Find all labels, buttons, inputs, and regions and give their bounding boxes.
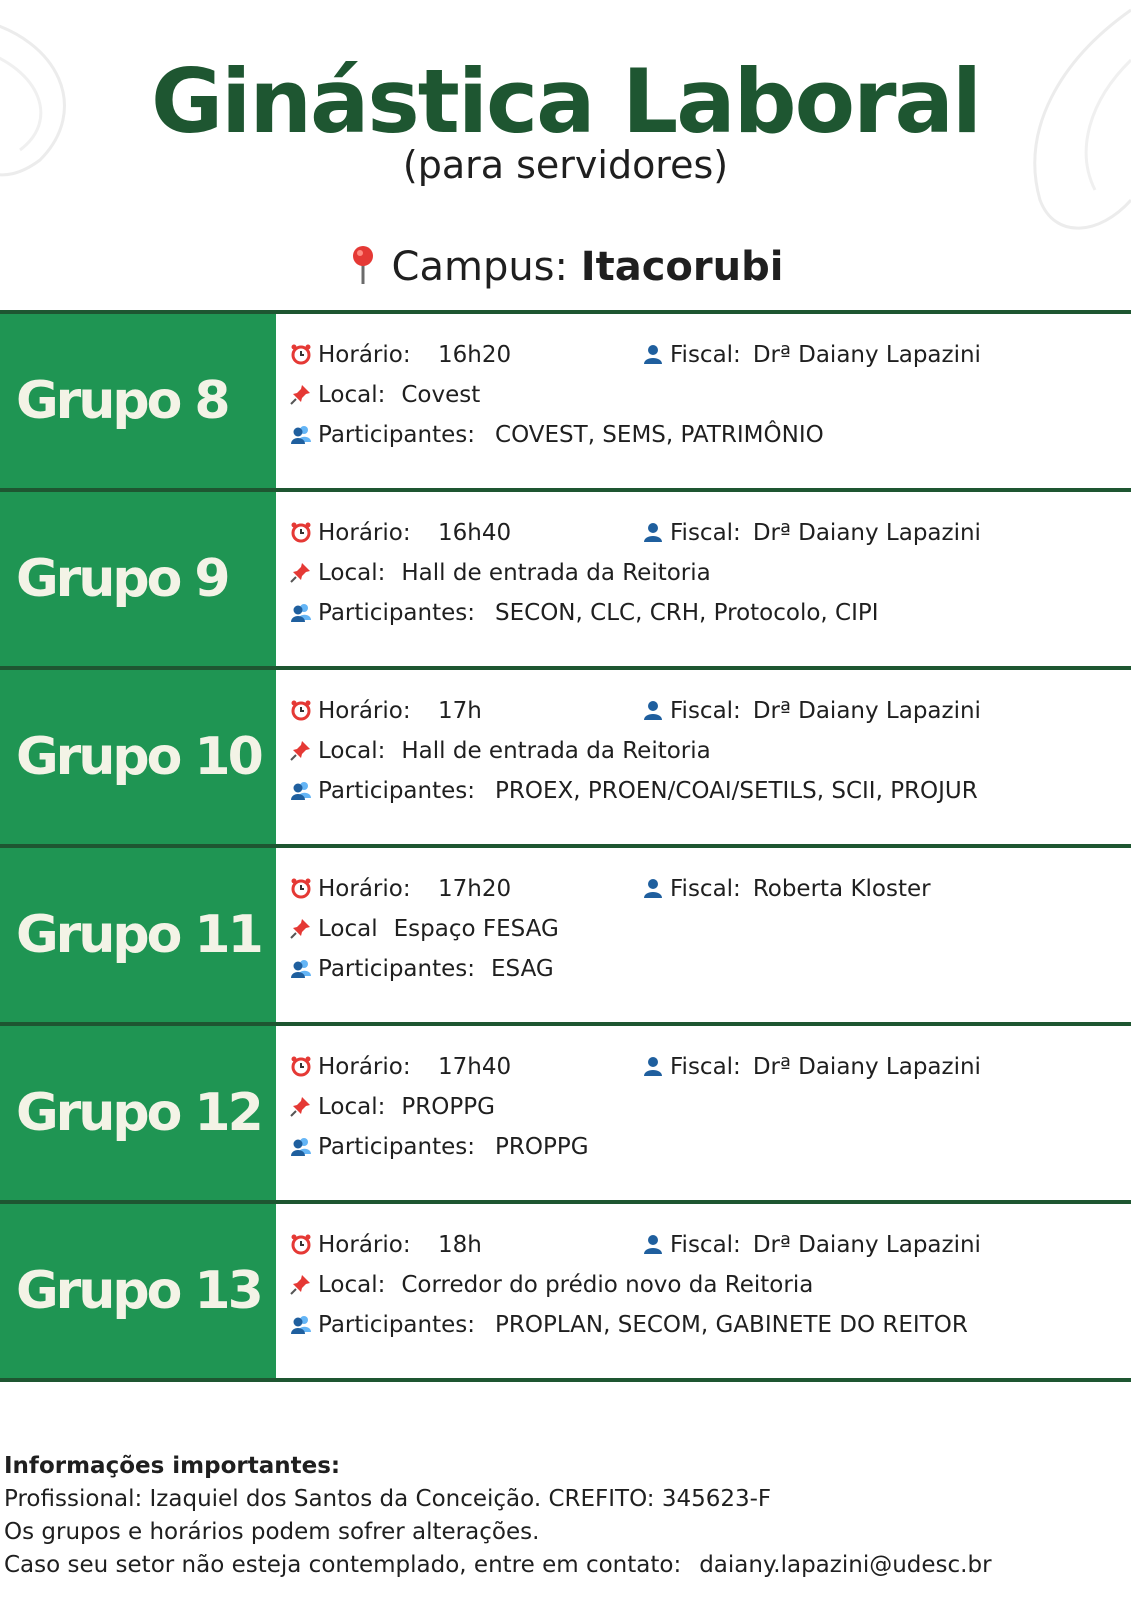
footer-info [4, 1450, 1124, 1582]
local-value: Covest [401, 382, 481, 408]
campus-name: Itacorubi [580, 244, 784, 290]
horario-value: 17h40 [438, 1054, 512, 1080]
local-line [290, 1272, 1131, 1312]
participantes-line [290, 778, 1131, 818]
horario-line [290, 520, 1131, 560]
local-value: Hall de entrada da Reitoria [401, 738, 711, 764]
fiscal-value: Drª Daiany Lapazini [752, 520, 981, 546]
group-info [290, 1054, 1131, 1174]
contact-text: Caso seu setor não esteja contemplado, entre em contato: [4, 1552, 682, 1578]
group-label-box [0, 492, 276, 666]
participantes-value: PROEX, PROEN/COAI/SETILS, SCII, PROJUR [495, 778, 978, 804]
horario-line [290, 876, 1131, 916]
fiscal-field [642, 698, 981, 724]
fiscal-value: Roberta Kloster [752, 876, 931, 902]
fiscal-field [642, 876, 931, 902]
fiscal-value: Drª Daiany Lapazini [752, 342, 981, 368]
users-icon [290, 1313, 312, 1335]
group-name: Grupo 8 [16, 371, 228, 431]
participantes-line [290, 1312, 1131, 1352]
group-row [0, 844, 1131, 1022]
footer-line-contact [4, 1549, 1124, 1582]
fiscal-value: Drª Daiany Lapazini [752, 698, 981, 724]
users-icon [290, 423, 312, 445]
local-line [290, 560, 1131, 600]
fiscal-label: Fiscal: [670, 876, 741, 902]
alarm-clock-icon [290, 1233, 312, 1255]
local-line [290, 1094, 1131, 1134]
fiscal-label: Fiscal: [670, 1232, 741, 1258]
fiscal-label: Fiscal: [670, 698, 741, 724]
pushpin-icon [290, 1095, 312, 1117]
users-icon [290, 1135, 312, 1157]
participantes-label: Participantes: [318, 422, 476, 448]
pushpin-icon [290, 1273, 312, 1295]
horario-label: Horário: [318, 876, 411, 902]
participantes-label: Participantes: [318, 600, 476, 626]
local-value: PROPPG [401, 1094, 495, 1120]
footer-line-changes: Os grupos e horários podem sofrer alterações. [4, 1519, 540, 1545]
participantes-line [290, 956, 1131, 996]
group-label-box [0, 1026, 276, 1200]
horario-value: 17h [438, 698, 482, 724]
participantes-line [290, 600, 1131, 640]
users-icon [290, 601, 312, 623]
fiscal-label: Fiscal: [670, 1054, 741, 1080]
participantes-label: Participantes: [318, 1312, 476, 1338]
horario-label: Horário: [318, 520, 411, 546]
fiscal-label: Fiscal: [670, 342, 741, 368]
group-label-box [0, 670, 276, 844]
group-row [0, 488, 1131, 666]
fiscal-value: Drª Daiany Lapazini [752, 1054, 981, 1080]
users-icon [290, 957, 312, 979]
group-name: Grupo 10 [16, 727, 261, 787]
alarm-clock-icon [290, 343, 312, 365]
user-icon [642, 877, 664, 899]
fiscal-field [642, 342, 981, 368]
group-row [0, 1200, 1131, 1382]
map-pin-icon [348, 244, 378, 286]
pushpin-icon [290, 917, 312, 939]
local-value: Corredor do prédio novo da Reitoria [401, 1272, 814, 1298]
group-info [290, 698, 1131, 818]
pushpin-icon [290, 561, 312, 583]
horario-label: Horário: [318, 342, 411, 368]
group-name: Grupo 12 [16, 1083, 261, 1143]
contact-email-link[interactable]: daiany.lapazini@udesc.br [699, 1552, 992, 1578]
local-label: Local: [318, 560, 386, 586]
participantes-label: Participantes: [318, 956, 476, 982]
users-icon [290, 779, 312, 801]
footer-line-professional: Profissional: Izaquiel dos Santos da Conceição. CREFITO: 345623-F [4, 1486, 772, 1512]
participantes-value: ESAG [491, 956, 554, 982]
user-icon [642, 1233, 664, 1255]
horario-label: Horário: [318, 1232, 411, 1258]
page-subtitle: (para servidores) [402, 143, 729, 187]
local-line [290, 916, 1131, 956]
group-label-box [0, 848, 276, 1022]
campus-line [0, 244, 1131, 290]
footer-title: Informações importantes: [4, 1453, 341, 1479]
fiscal-value: Drª Daiany Lapazini [752, 1232, 981, 1258]
fiscal-field [642, 1054, 981, 1080]
alarm-clock-icon [290, 1055, 312, 1077]
group-row [0, 1022, 1131, 1200]
participantes-value: COVEST, SEMS, PATRIMÔNIO [495, 422, 824, 448]
user-icon [642, 699, 664, 721]
user-icon [642, 343, 664, 365]
pushpin-icon [290, 739, 312, 761]
group-row [0, 666, 1131, 844]
horario-value: 16h20 [438, 342, 512, 368]
local-value: Espaço FESAG [393, 916, 559, 942]
horario-line [290, 698, 1131, 738]
local-line [290, 382, 1131, 422]
participantes-line [290, 1134, 1131, 1174]
group-label-box [0, 1204, 276, 1378]
user-icon [642, 521, 664, 543]
horario-value: 16h40 [438, 520, 512, 546]
group-info [290, 342, 1131, 462]
groups-list [0, 310, 1131, 1382]
group-info [290, 520, 1131, 640]
fiscal-field [642, 1232, 981, 1258]
horario-label: Horário: [318, 1054, 411, 1080]
horario-value: 17h20 [438, 876, 512, 902]
local-label: Local: [318, 1094, 386, 1120]
group-label-box [0, 314, 276, 488]
horario-label: Horário: [318, 698, 411, 724]
alarm-clock-icon [290, 699, 312, 721]
group-info [290, 1232, 1131, 1352]
horario-line [290, 1054, 1131, 1094]
local-label: Local: [318, 1272, 386, 1298]
fiscal-field [642, 520, 981, 546]
group-name: Grupo 13 [16, 1261, 261, 1321]
participantes-line [290, 422, 1131, 462]
participantes-label: Participantes: [318, 1134, 476, 1160]
participantes-value: SECON, CLC, CRH, Protocolo, CIPI [495, 600, 879, 626]
local-value: Hall de entrada da Reitoria [401, 560, 711, 586]
group-name: Grupo 9 [16, 549, 228, 609]
page-title: Ginástica Laboral [150, 50, 981, 153]
local-label: Local: [318, 738, 386, 764]
horario-line [290, 342, 1131, 382]
local-line [290, 738, 1131, 778]
participantes-value: PROPPG [495, 1134, 589, 1160]
local-label: Local [318, 916, 378, 942]
group-row [0, 310, 1131, 488]
horario-value: 18h [438, 1232, 482, 1258]
fiscal-label: Fiscal: [670, 520, 741, 546]
alarm-clock-icon [290, 877, 312, 899]
local-label: Local: [318, 382, 386, 408]
group-info [290, 876, 1131, 996]
user-icon [642, 1055, 664, 1077]
campus-label: Campus: [391, 244, 568, 290]
horario-line [290, 1232, 1131, 1272]
participantes-label: Participantes: [318, 778, 476, 804]
alarm-clock-icon [290, 521, 312, 543]
pushpin-icon [290, 383, 312, 405]
group-name: Grupo 11 [16, 905, 261, 965]
participantes-value: PROPLAN, SECOM, GABINETE DO REITOR [495, 1312, 968, 1338]
